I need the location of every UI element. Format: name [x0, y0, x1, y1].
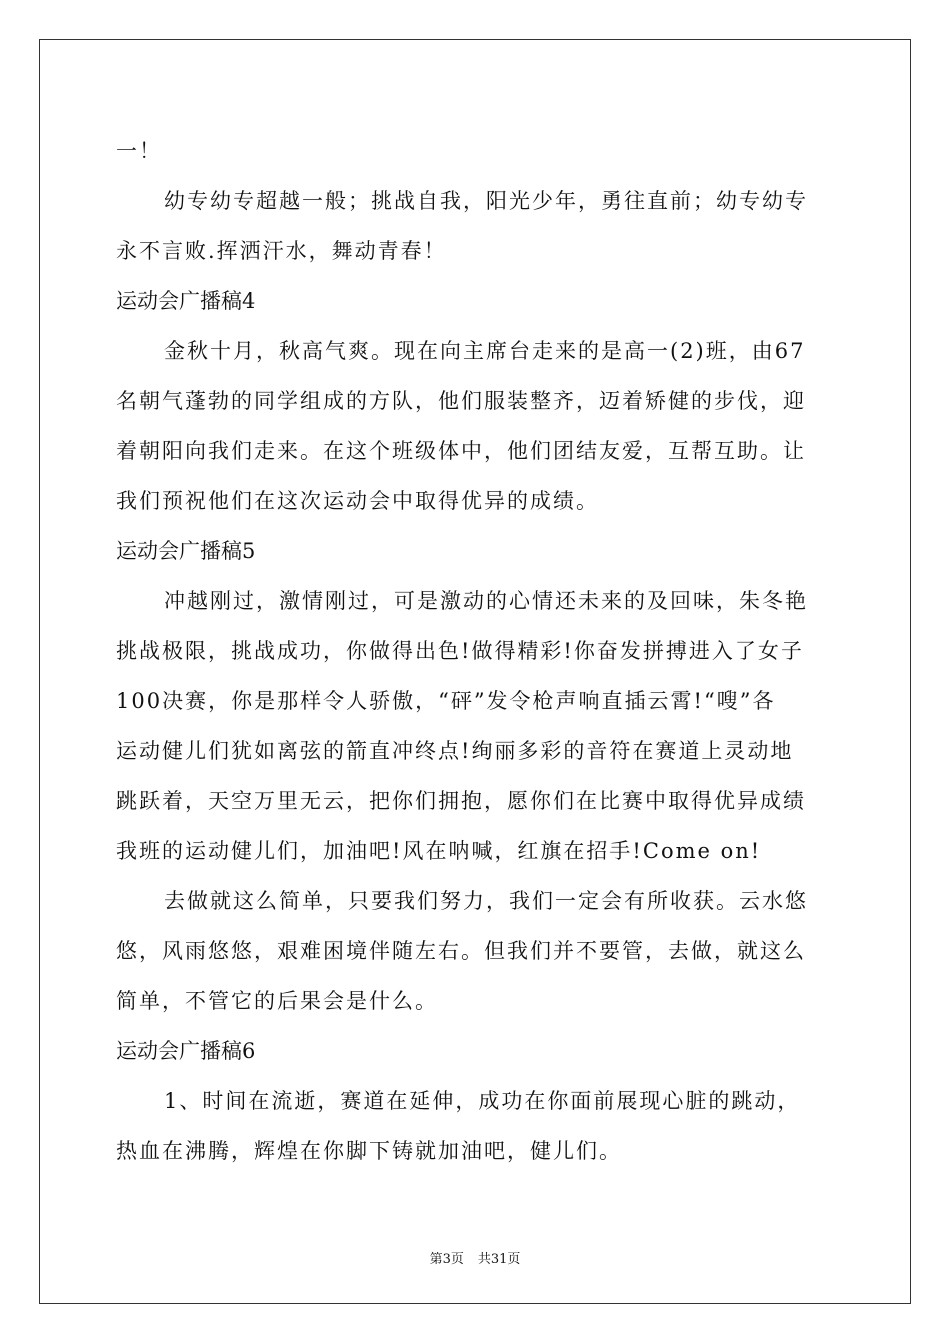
text-line: 运动健儿们犹如离弦的箭直冲终点!绚丽多彩的音符在赛道上灵动地 — [116, 739, 794, 763]
text-line: 永不言败.挥洒汗水，舞动青春！ — [116, 239, 447, 263]
text-line: 挑战极限，挑战成功，你做得出色!做得精彩!你奋发拼搏进入了女子 — [116, 639, 804, 663]
page-footer — [0, 1248, 950, 1267]
text-line: 名朝气蓬勃的同学组成的方队，他们服装整齐，迈着矫健的步伐，迎 — [116, 389, 806, 413]
paragraph-start: 金秋十月，秋高气爽。现在向主席台走来的是高一(2)班，由67 — [164, 339, 806, 363]
section-heading: 运动会广播稿5 — [116, 539, 256, 563]
paragraph-start: 去做就这么简单，只要我们努力，我们一定会有所收获。云水悠 — [164, 889, 808, 913]
text-line: 热血在沸腾，辉煌在你脚下铸就加油吧，健儿们。 — [116, 1139, 622, 1163]
page-total: 共31页 — [477, 1252, 521, 1267]
section-heading: 运动会广播稿4 — [116, 289, 256, 313]
text-line: 我们预祝他们在这次运动会中取得优异的成绩。 — [116, 489, 599, 513]
document-body — [116, 126, 836, 1176]
paragraph-start: 幼专幼专超越一般；挑战自我，阳光少年，勇往直前；幼专幼专 — [164, 189, 808, 213]
text-line: 一！ — [116, 139, 162, 163]
text-line: 简单，不管它的后果会是什么。 — [116, 989, 438, 1013]
paragraph-start: 1、时间在流逝，赛道在延伸，成功在你面前展现心脏的跳动， — [164, 1089, 801, 1113]
text-line: 100决赛，你是那样令人骄傲，“砰”发令枪声响直插云霄!“嗖”各 — [116, 689, 776, 713]
text-line: 跳跃着，天空万里无云，把你们拥抱，愿你们在比赛中取得优异成绩 — [116, 789, 806, 813]
text-line: 着朝阳向我们走来。在这个班级体中，他们团结友爱，互帮互助。让 — [116, 439, 806, 463]
page-number: 第3页 — [429, 1252, 464, 1267]
section-heading: 运动会广播稿6 — [116, 1039, 256, 1063]
text-line: 我班的运动健儿们，加油吧!风在呐喊，红旗在招手!Come on! — [116, 839, 762, 863]
text-line: 悠，风雨悠悠，艰难困境伴随左右。但我们并不要管，去做，就这么 — [116, 939, 806, 963]
paragraph-start: 冲越刚过，激情刚过，可是激动的心情还未来的及回味，朱冬艳 — [164, 589, 808, 613]
